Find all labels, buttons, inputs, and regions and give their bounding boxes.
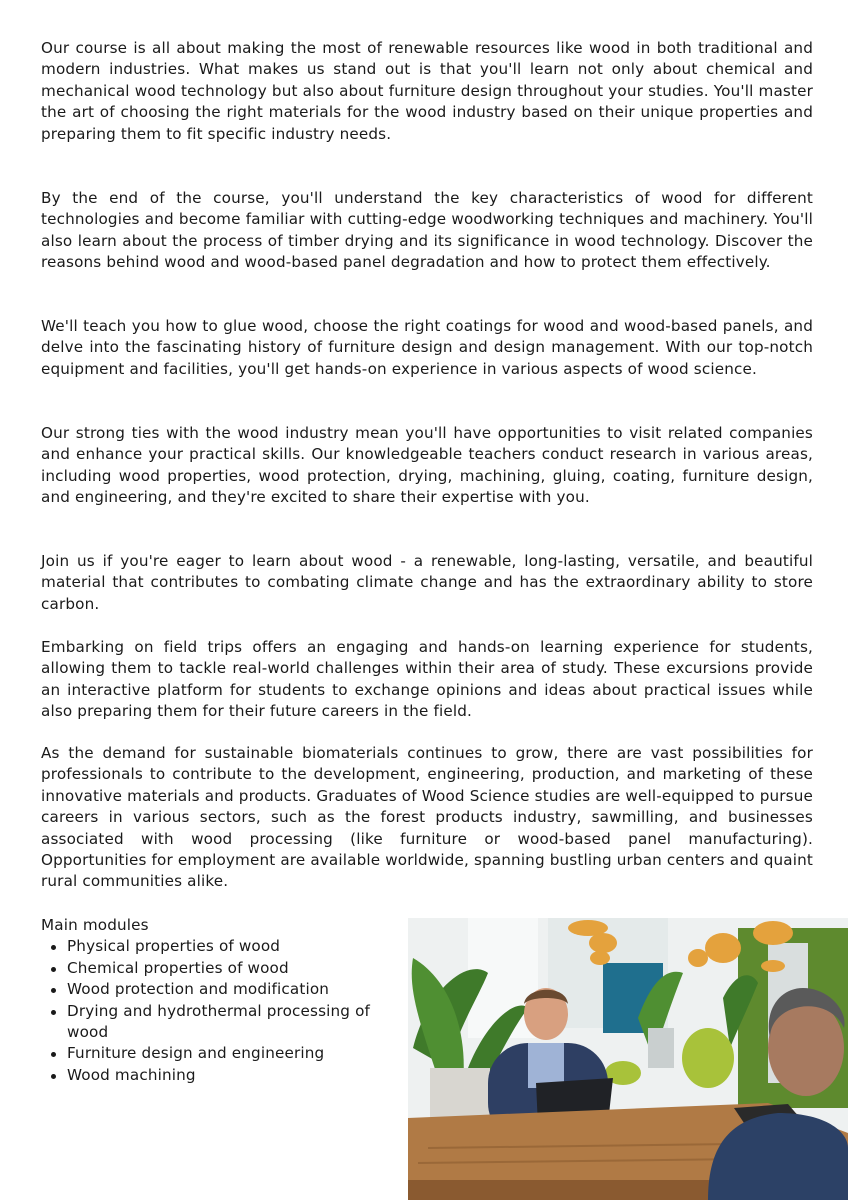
paragraph-join-us: Join us if you're eager to learn about wood - a renewable, long-lasting, versatile, and beautiful material that contributes to combating climate change and has the extraordinary ability to store carbon. — [41, 552, 813, 613]
list-item: Drying and hydrothermal processing of wood — [41, 1001, 391, 1044]
paragraph-gluing-coating: We'll teach you how to glue wood, choose the right coatings for wood and wood-based panels, and delve into the fascinating history of furniture design and design management. With our top-notch equipment and facilities, you'll get hands-on experience in various aspects of wood science. — [41, 317, 813, 378]
paragraph-industry-ties: Our strong ties with the wood industry mean you'll have opportunities to visit related companies and enhance your practical skills. Our knowledgeable teachers conduct research in various areas, including wood properties, wood protection, drying, machining, gluing, coating, furniture design, and engineering, and they're excited to share their expertise with you. — [41, 424, 813, 507]
modules-heading: Main modules — [41, 916, 149, 934]
paragraph-careers: As the demand for sustainable biomaterials continues to grow, there are vast possibilities for professionals to contribute to the development, engineering, production, and marketing of these innovative materials and products. Graduates of Wood Science studies are well-equipped to pursue careers in various sectors, such as the forest products industry, sawmilling, and businesses associated with wood processing (like furniture or wood-based panel manufacturing). Opportunities for employment are available worldwide, spanning bustling urban centers and quaint rural communities alike. — [41, 744, 813, 891]
paragraph-field-trips: Embarking on field trips offers an engaging and hands-on learning experience for students, allowing them to tackle real-world challenges within their area of study. These excursions provide an interactive platform for students to exchange opinions and ideas about practical issues while also preparing them for their future careers in the field. — [41, 638, 813, 721]
list-item: Wood protection and modification — [41, 979, 391, 1000]
list-item: Physical properties of wood — [41, 936, 391, 957]
main-modules-section — [41, 915, 391, 1086]
paragraph-intro: Our course is all about making the most of renewable resources like wood in both traditional and modern industries. What makes us stand out is that you'll learn not only about chemical and mechanical wood technology but also about furniture design throughout your studies. You'll master the art of choosing the right materials for the wood industry based on their unique properties and preparing them to fit specific industry needs. — [41, 39, 813, 143]
list-item: Furniture design and engineering — [41, 1043, 391, 1064]
classroom-photo — [408, 918, 848, 1200]
list-item: Chemical properties of wood — [41, 958, 391, 979]
paragraph-characteristics: By the end of the course, you'll understand the key characteristics of wood for different technologies and become familiar with cutting-edge woodworking techniques and machinery. You'll also learn about the process of timber drying and its significance in wood technology. Discover the reasons behind wood and wood-based panel degradation and how to protect them effectively. — [41, 189, 813, 272]
modules-list — [41, 936, 391, 1086]
photo-two-men-at-wooden-table-with-laptop-icon — [408, 918, 848, 1200]
list-item: Wood machining — [41, 1065, 391, 1086]
